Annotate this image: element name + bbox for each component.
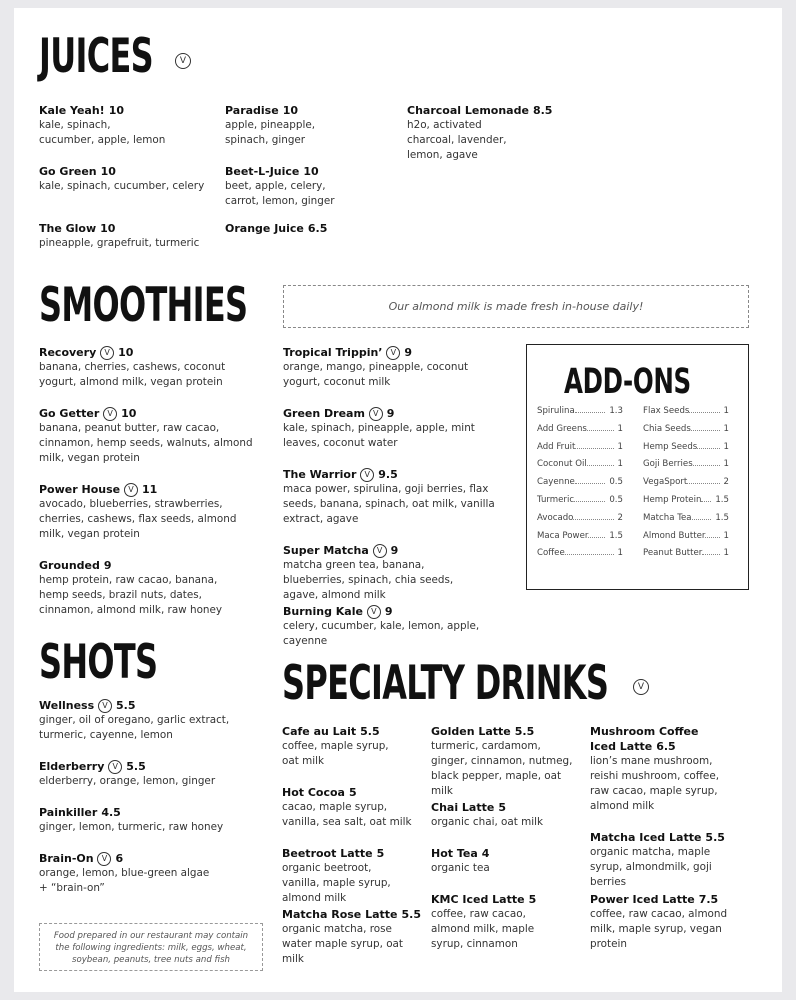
addon-price: 1 [723, 423, 729, 434]
leader-dots [702, 547, 720, 555]
vegan-icon: V [108, 760, 122, 774]
leader-dots [705, 530, 720, 538]
vegan-icon: V [103, 407, 117, 421]
addon-name: Turmeric [537, 495, 575, 505]
vegan-icon: V [360, 468, 374, 482]
menu-item: Burning Kale V 9 celery, cucumber, kale, lemon, apple, cayenne [283, 605, 480, 647]
addon-name: Goji Berries [643, 459, 693, 470]
menu-item: Charcoal Lemonade 8.5 h2o, activated charcoal, lavender, lemon, agave [407, 104, 553, 161]
menu-item: The Warrior V 9.5 maca power, spirulina, goji berries, flax seeds, banana, spinach, oat milk, vanilla extract, agave [283, 468, 495, 525]
addons-heading: ADD-ONS [564, 362, 691, 402]
allergen-note: Food prepared in our restaurant may contain the following ingredients: milk, eggs, wheat, soybean, peanuts, tree nuts and fish [39, 923, 263, 971]
vegan-icon: V [373, 544, 387, 558]
menu-item: Chai Latte 5 organic chai, oat milk [431, 801, 544, 828]
addon-item [537, 510, 623, 528]
vegan-icon: V [633, 676, 649, 695]
addon-item [643, 528, 729, 546]
addon-item [537, 403, 623, 421]
addon-price: 1 [617, 548, 623, 559]
menu-item: Power Iced Latte 7.5 coffee, raw cacao, almond milk, maple syrup, vegan protein [590, 893, 728, 950]
vegan-icon: V [100, 346, 114, 360]
addon-item [643, 403, 729, 421]
menu-page [14, 8, 782, 992]
vegan-icon: V [98, 699, 112, 713]
addon-name: VegaSport [643, 477, 688, 488]
menu-item: Grounded 9 hemp protein, raw cacao, banana, hemp seeds, brazil nuts, dates, cinnamon, almond milk, raw honey [39, 559, 223, 616]
almond-milk-note: Our almond milk is made fresh in-house daily! [283, 285, 749, 328]
addon-name: Spirulina [537, 406, 575, 416]
leader-dots [575, 441, 614, 449]
menu-item: Kale Yeah! 10 kale, spinach, cucumber, apple, lemon [39, 104, 166, 146]
vegan-icon: V [97, 852, 111, 866]
menu-item: Mushroom Coffee Iced Latte 6.5 lion’s mane mushroom, reishi mushroom, coffee, raw cacao, maple syrup, almond milk [590, 725, 720, 812]
addon-item [537, 421, 623, 439]
menu-item: Matcha Iced Latte 5.5 organic matcha, maple syrup, almondmilk, goji berries [590, 831, 725, 888]
menu-item: Wellness V 5.5 ginger, oil of oregano, garlic extract, turmeric, cayenne, lemon [39, 699, 230, 741]
menu-item: Matcha Rose Latte 5.5 organic matcha, rose water maple syrup, oat milk [282, 908, 422, 965]
addon-item [537, 439, 623, 457]
menu-item: Cafe au Lait 5.5 coffee, maple syrup, oat milk [282, 725, 389, 767]
addon-item [643, 492, 729, 510]
addon-name: Avocado [537, 512, 574, 523]
addon-price: 1.3 [609, 406, 623, 416]
addon-name: Add Fruit [537, 441, 576, 452]
addon-name: Flax Seeds [643, 406, 690, 416]
leader-dots [575, 476, 605, 484]
addons-box [526, 344, 749, 590]
addon-name: Matcha Tea [643, 512, 692, 523]
addon-price: 0.5 [609, 495, 623, 505]
addon-item [643, 456, 729, 474]
addon-item [643, 545, 729, 563]
addon-name: Peanut Butter [643, 548, 703, 559]
vegan-icon: V [175, 50, 191, 69]
addon-price: 0.5 [609, 477, 623, 488]
addon-price: 2 [723, 477, 729, 488]
vegan-icon: V [367, 605, 381, 619]
leader-dots [575, 405, 605, 413]
menu-item: Hot Cocoa 5 cacao, maple syrup, vanilla, sea salt, oat milk [282, 786, 412, 828]
addon-price: 2 [617, 512, 623, 523]
menu-item: Beet-L-Juice 10 beet, apple, celery, carrot, lemon, ginger [225, 165, 335, 207]
menu-item: Recovery V 10 banana, cherries, cashews, coconut yogurt, almond milk, vegan protein [39, 346, 226, 388]
menu-item: Power House V 11 avocado, blueberries, strawberries, cherries, cashews, flax seeds, almond milk, vegan protein [39, 483, 237, 540]
addon-price: 1 [723, 459, 729, 470]
leader-dots [573, 512, 614, 520]
addon-item [643, 510, 729, 528]
leader-dots [687, 476, 720, 484]
menu-item: Paradise 10 apple, pineapple, spinach, ginger [225, 104, 316, 146]
addon-price: 1 [723, 548, 729, 559]
leader-dots [697, 441, 720, 449]
addon-name: Coffee [537, 548, 565, 559]
addon-price: 1 [723, 406, 729, 416]
addon-price: 1 [617, 423, 623, 434]
leader-dots [701, 494, 711, 502]
addon-item [537, 456, 623, 474]
vegan-icon: V [369, 407, 383, 421]
addon-item [643, 474, 729, 492]
leader-dots [692, 512, 711, 520]
addon-name: Hemp Protein [643, 495, 702, 505]
vegan-icon: V [386, 346, 400, 360]
addon-item [643, 439, 729, 457]
addon-price: 1 [723, 530, 729, 541]
addon-name: Add Greens [537, 423, 587, 434]
menu-item: Go Getter V 10 banana, peanut butter, raw cacao, cinnamon, hemp seeds, walnuts, almond milk, vegan protein [39, 407, 253, 464]
menu-item: Elderberry V 5.5 elderberry, orange, lemon, ginger [39, 760, 216, 787]
leader-dots [693, 458, 720, 466]
addon-name: Cayenne [537, 477, 575, 488]
addon-price: 1 [723, 441, 729, 452]
addon-item [643, 421, 729, 439]
leader-dots [565, 547, 614, 555]
menu-item: Go Green 10 kale, spinach, cucumber, celery [39, 165, 205, 192]
addon-item [537, 492, 623, 510]
leader-dots [574, 494, 605, 502]
vegan-icon: V [124, 483, 138, 497]
addon-price: 1 [617, 459, 623, 470]
addon-price: 1 [617, 441, 623, 452]
menu-item: Brain-On V 6 orange, lemon, blue-green algae + “brain-on” [39, 852, 210, 894]
menu-item: Golden Latte 5.5 turmeric, cardamom, ginger, cinnamon, nutmeg, black pepper, maple, oat milk [431, 725, 573, 797]
smoothies-heading: SMOOTHIES [39, 278, 248, 333]
menu-item: Beetroot Latte 5 organic beetroot, vanilla, maple syrup, almond milk [282, 847, 391, 904]
menu-item: Painkiller 4.5 ginger, lemon, turmeric, raw honey [39, 806, 224, 833]
specialty-drinks-heading: SPECIALTY DRINKS [282, 656, 609, 711]
addon-name: Hemp Seeds [643, 441, 698, 452]
leader-dots [689, 405, 720, 413]
leader-dots [588, 530, 605, 538]
addon-price: 1.5 [715, 495, 729, 505]
addon-name: Almond Butter [643, 530, 706, 541]
menu-item: Super Matcha V 9 matcha green tea, banana, blueberries, spinach, chia seeds, agave, almond milk [283, 544, 454, 601]
addon-item [537, 545, 623, 563]
addon-item [537, 474, 623, 492]
addon-item [537, 528, 623, 546]
menu-item: Tropical Trippin’ V 9 orange, mango, pineapple, coconut yogurt, coconut milk [283, 346, 469, 388]
addon-name: Maca Power [537, 530, 589, 541]
leader-dots [587, 458, 614, 466]
addon-name: Coconut Oil [537, 459, 587, 470]
addon-price: 1.5 [609, 530, 623, 541]
leader-dots [587, 423, 614, 431]
menu-item: Orange Juice 6.5 [225, 222, 328, 235]
menu-item: Hot Tea 4 organic tea [431, 847, 490, 874]
leader-dots [691, 423, 720, 431]
menu-item: KMC Iced Latte 5 coffee, raw cacao, almond milk, maple syrup, cinnamon [431, 893, 537, 950]
menu-item: Green Dream V 9 kale, spinach, pineapple, apple, mint leaves, coconut water [283, 407, 475, 449]
menu-item: The Glow 10 pineapple, grapefruit, turmeric [39, 222, 200, 249]
shots-heading: SHOTS [39, 635, 158, 690]
addon-price: 1.5 [715, 512, 729, 523]
juices-heading: JUICES [39, 29, 153, 84]
addon-name: Chia Seeds [643, 423, 691, 434]
